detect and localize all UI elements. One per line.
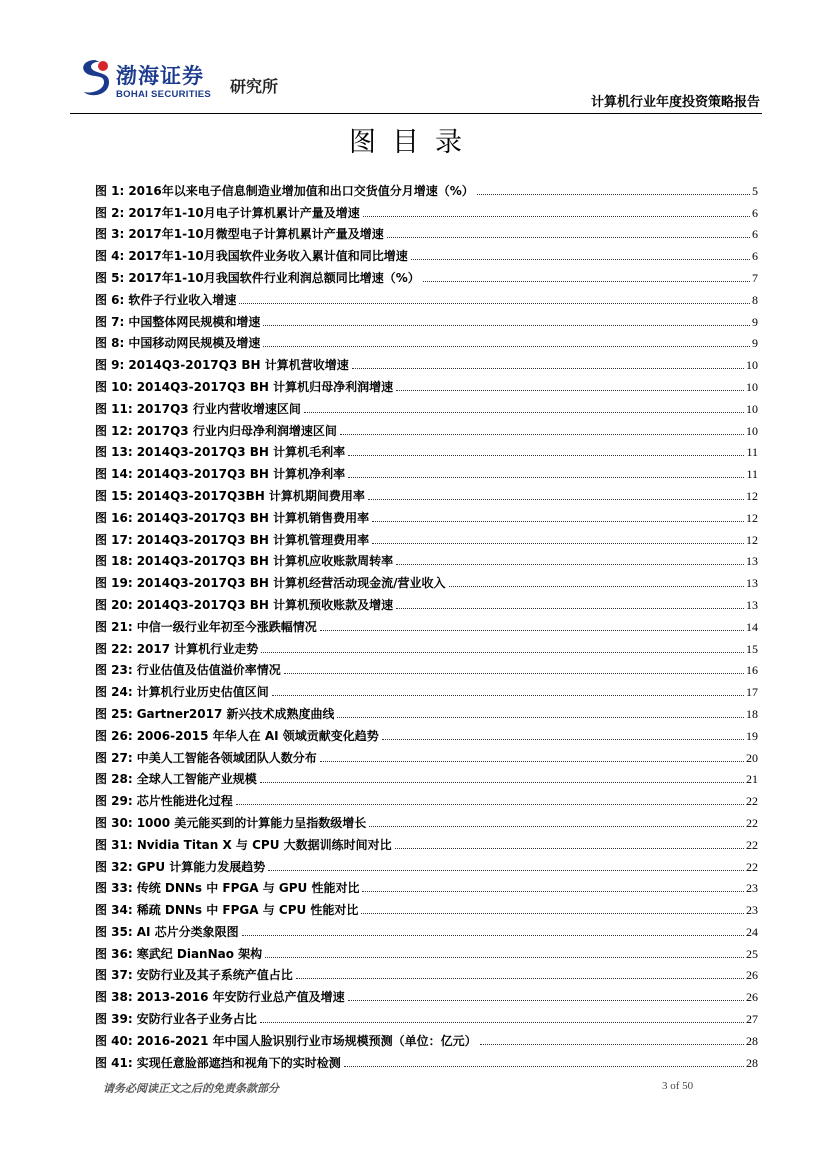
toc-dot-leader xyxy=(382,739,744,740)
toc-dot-leader xyxy=(263,346,750,347)
toc-dot-leader xyxy=(423,281,750,282)
toc-entry[interactable] xyxy=(95,285,758,307)
toc-entry-title: 2014Q3-2017Q3 BH 计算机净利率 xyxy=(136,467,346,482)
toc-entry[interactable] xyxy=(95,765,758,787)
toc-dot-leader xyxy=(396,608,744,609)
toc-dot-leader xyxy=(260,782,744,783)
toc-dot-leader xyxy=(340,434,744,435)
toc-entry-label: 图 29: xyxy=(95,794,133,809)
toc-dot-leader xyxy=(369,826,744,827)
toc-entry-label: 图 34: xyxy=(95,903,133,918)
toc-entry-page: 6 xyxy=(752,249,758,264)
toc-entry-page: 21 xyxy=(746,772,758,787)
toc-dot-leader xyxy=(239,303,750,304)
toc-entry-title: 2014Q3-2017Q3 BH 计算机管理费用率 xyxy=(136,532,370,547)
toc-dot-leader xyxy=(344,1066,744,1067)
header-divider xyxy=(70,113,762,114)
toc-entry-page: 9 xyxy=(752,314,758,329)
toc-entry-label: 图 1: xyxy=(95,183,125,198)
toc-entry[interactable] xyxy=(95,656,758,678)
toc-dot-leader xyxy=(348,1000,744,1001)
toc-entry-title: 芯片性能进化过程 xyxy=(136,794,233,809)
toc-entry-page: 8 xyxy=(752,292,758,307)
toc-entry-page: 11 xyxy=(746,467,758,482)
toc-entry-page: 22 xyxy=(746,815,758,830)
toc-entry-title: 2017年1-10月微型电子计算机累计产量及增速 xyxy=(128,227,384,242)
toc-entry-label: 图 32: xyxy=(95,859,133,874)
toc-dot-leader xyxy=(396,390,744,391)
toc-entry[interactable] xyxy=(95,677,758,699)
page-title: 图目录 xyxy=(349,127,478,158)
toc-entry-title: 2014Q3-2017Q3 BH 计算机销售费用率 xyxy=(136,510,370,525)
toc-entry-page: 12 xyxy=(746,488,758,503)
toc-entry-page: 13 xyxy=(746,554,758,569)
page-header xyxy=(70,58,770,114)
toc-entry-title: 计算机行业历史估值区间 xyxy=(136,685,269,700)
toc-entry-label: 图 30: xyxy=(95,815,133,830)
toc-entry-page: 22 xyxy=(746,794,758,809)
toc-entry-label: 图 13: xyxy=(95,445,133,460)
toc-entry-label: 图 16: xyxy=(95,510,133,525)
toc-entry-title: 安防行业及其子系统产值占比 xyxy=(136,968,293,983)
toc-entry-page: 16 xyxy=(746,663,758,678)
toc-entry-title: 全球人工智能产业规模 xyxy=(136,772,257,787)
toc-entry-page: 9 xyxy=(752,336,758,351)
toc-entry[interactable] xyxy=(95,350,758,372)
toc-entry-title: 中国整体网民规模和增速 xyxy=(128,314,261,329)
toc-entry-title: 实现任意脸部遮挡和视角下的实时检测 xyxy=(136,1055,341,1070)
toc-dot-leader xyxy=(320,630,744,631)
toc-entry-label: 图 12: xyxy=(95,423,133,438)
toc-entry-label: 图 14: xyxy=(95,467,133,482)
toc-dot-leader xyxy=(361,913,744,914)
logo-chinese-name: 渤海证券 xyxy=(116,64,204,88)
toc-entry-title: GPU 计算能力发展趋势 xyxy=(136,859,266,874)
toc-entry-label: 图 26: xyxy=(95,728,133,743)
bohai-logo-icon xyxy=(78,58,112,98)
toc-entry-title: 安防行业各子业务占比 xyxy=(136,1012,257,1027)
toc-entry-label: 图 9: xyxy=(95,358,125,373)
toc-entry-title: 2014Q3-2017Q3 BH 计算机毛利率 xyxy=(136,445,346,460)
toc-entry[interactable] xyxy=(95,786,758,808)
toc-entry-title: 2014Q3-2017Q3 BH 计算机应收账款周转率 xyxy=(136,554,394,569)
toc-entry-label: 图 37: xyxy=(95,968,133,983)
toc-dot-leader xyxy=(242,935,744,936)
toc-entry-label: 图 36: xyxy=(95,946,133,961)
toc-entry[interactable] xyxy=(95,590,758,612)
report-title: 计算机行业年度投资策略报告 xyxy=(590,95,760,110)
toc-entry-label: 图 35: xyxy=(95,924,133,939)
toc-entry[interactable] xyxy=(95,961,758,983)
toc-entry[interactable] xyxy=(95,547,758,569)
toc-entry[interactable] xyxy=(95,307,758,329)
toc-entry-page: 19 xyxy=(746,728,758,743)
toc-entry[interactable] xyxy=(95,459,758,481)
toc-entry-label: 图 17: xyxy=(95,532,133,547)
page-number: 3 of 50 xyxy=(662,1080,694,1092)
toc-dot-leader xyxy=(337,717,744,718)
toc-entry[interactable] xyxy=(95,438,758,460)
toc-entry-title: 中信一级行业年初至今涨跌幅情况 xyxy=(136,619,317,634)
toc-dot-leader xyxy=(265,957,744,958)
toc-entry[interactable] xyxy=(95,372,758,394)
toc-entry-label: 图 40: xyxy=(95,1033,133,1048)
toc-entry[interactable] xyxy=(95,612,758,634)
toc-entry-title: 2017年1-10月电子计算机累计产量及增速 xyxy=(128,205,360,220)
toc-entry-label: 图 3: xyxy=(95,227,125,242)
toc-dot-leader xyxy=(362,891,744,892)
toc-entry-page: 23 xyxy=(746,903,758,918)
toc-dot-leader xyxy=(236,804,744,805)
toc-dot-leader xyxy=(372,521,744,522)
toc-entry[interactable] xyxy=(95,568,758,590)
toc-entry[interactable] xyxy=(95,1026,758,1048)
toc-entry[interactable] xyxy=(95,830,758,852)
toc-entry-page: 25 xyxy=(746,946,758,961)
toc-entry-page: 17 xyxy=(746,685,758,700)
toc-entry-label: 图 33: xyxy=(95,881,133,896)
toc-entry-label: 图 11: xyxy=(95,401,133,416)
toc-entry-page: 13 xyxy=(746,597,758,612)
toc-entry[interactable] xyxy=(95,329,758,351)
toc-entry[interactable] xyxy=(95,198,758,220)
toc-entry-page: 13 xyxy=(746,576,758,591)
toc-entry-page: 10 xyxy=(746,401,758,416)
toc-entry-title: 传统 DNNs 中 FPGA 与 GPU 性能对比 xyxy=(136,881,360,896)
toc-entry-title: 软件子行业收入增速 xyxy=(128,292,237,307)
toc-entry-page: 5 xyxy=(752,183,758,198)
toc-entry-title: 2017 计算机行业走势 xyxy=(136,641,259,656)
toc-entry-label: 图 31: xyxy=(95,837,133,852)
toc-entry-title: 2006-2015 年华人在 AI 领域贡献变化趋势 xyxy=(136,728,379,743)
toc-entry-label: 图 15: xyxy=(95,488,133,503)
toc-entry-page: 10 xyxy=(746,358,758,373)
toc-entry-label: 图 25: xyxy=(95,706,133,721)
toc-entry-page: 10 xyxy=(746,423,758,438)
toc-entry-page: 23 xyxy=(746,881,758,896)
toc-dot-leader xyxy=(387,237,750,238)
toc-entry-label: 图 21: xyxy=(95,619,133,634)
toc-entry[interactable] xyxy=(95,874,758,896)
toc-dot-leader xyxy=(352,368,744,369)
toc-entry-title: AI 芯片分类象限图 xyxy=(136,924,239,939)
toc-entry-page: 22 xyxy=(746,837,758,852)
toc-dot-leader xyxy=(296,978,744,979)
toc-entry-page: 20 xyxy=(746,750,758,765)
toc-entry-page: 7 xyxy=(752,270,758,285)
toc-dot-leader xyxy=(363,216,750,217)
toc-entry[interactable] xyxy=(95,917,758,939)
toc-dot-leader xyxy=(320,761,744,762)
toc-entry-page: 14 xyxy=(746,619,758,634)
toc-entry-label: 图 18: xyxy=(95,554,133,569)
toc-entry[interactable] xyxy=(95,503,758,525)
toc-entry-page: 11 xyxy=(746,445,758,460)
toc-entry-title: Gartner2017 新兴技术成熟度曲线 xyxy=(136,706,335,721)
toc-dot-leader xyxy=(396,564,744,565)
toc-entry-label: 图 24: xyxy=(95,685,133,700)
toc-entry-title: 稀疏 DNNs 中 FPGA 与 CPU 性能对比 xyxy=(136,903,359,918)
toc-dot-leader xyxy=(304,412,744,413)
institute-label: 研究所 xyxy=(230,77,279,96)
toc-entry-page: 6 xyxy=(752,227,758,242)
toc-entry[interactable] xyxy=(95,939,758,961)
toc-entry[interactable] xyxy=(95,808,758,830)
toc-dot-leader xyxy=(411,259,750,260)
toc-entry-page: 15 xyxy=(746,641,758,656)
toc-entry-page: 26 xyxy=(746,990,758,1005)
toc-dot-leader xyxy=(449,586,745,587)
toc-entry[interactable] xyxy=(95,982,758,1004)
toc-entry-page: 28 xyxy=(746,1033,758,1048)
toc-entry[interactable] xyxy=(95,699,758,721)
toc-entry[interactable] xyxy=(95,176,758,198)
toc-entry[interactable] xyxy=(95,481,758,503)
toc-entry[interactable] xyxy=(95,394,758,416)
toc-entry-title: 寒武纪 DianNao 架构 xyxy=(136,946,263,961)
toc-entry-label: 图 22: xyxy=(95,641,133,656)
toc-dot-leader xyxy=(261,652,744,653)
toc-entry-page: 10 xyxy=(746,379,758,394)
toc-entry-page: 22 xyxy=(746,859,758,874)
toc-entry[interactable] xyxy=(95,895,758,917)
toc-entry-title: 1000 美元能买到的计算能力呈指数级增长 xyxy=(136,815,367,830)
toc-dot-leader xyxy=(263,325,750,326)
toc-entry-label: 图 10: xyxy=(95,379,133,394)
toc-entry-label: 图 38: xyxy=(95,990,133,1005)
disclaimer-note: 请务必阅读正文之后的免责条款部分 xyxy=(103,1082,279,1095)
toc-entry-title: 2014Q3-2017Q3 BH 计算机归母净利润增速 xyxy=(136,379,394,394)
toc-entry-page: 24 xyxy=(746,924,758,939)
toc-dot-leader xyxy=(268,870,744,871)
toc-entry-title: 2014Q3-2017Q3 BH 计算机经营活动现金流/营业收入 xyxy=(136,576,446,591)
toc-entry-label: 图 27: xyxy=(95,750,133,765)
figure-list xyxy=(95,176,758,1070)
toc-entry-label: 图 23: xyxy=(95,663,133,678)
toc-entry[interactable] xyxy=(95,721,758,743)
toc-entry-page: 27 xyxy=(746,1012,758,1027)
toc-dot-leader xyxy=(477,194,750,195)
toc-entry[interactable] xyxy=(95,416,758,438)
toc-dot-leader xyxy=(348,455,744,456)
toc-entry-title: Nvidia Titan X 与 CPU 大数据训练时间对比 xyxy=(136,837,392,852)
toc-entry-label: 图 41: xyxy=(95,1055,133,1070)
toc-dot-leader xyxy=(368,499,744,500)
toc-entry-label: 图 20: xyxy=(95,597,133,612)
toc-dot-leader xyxy=(272,695,744,696)
toc-entry-title: 行业估值及估值溢价率情况 xyxy=(136,663,281,678)
toc-entry[interactable] xyxy=(95,220,758,242)
toc-dot-leader xyxy=(260,1022,744,1023)
toc-entry-label: 图 8: xyxy=(95,336,125,351)
toc-entry[interactable] xyxy=(95,634,758,656)
toc-entry-label: 图 39: xyxy=(95,1012,133,1027)
toc-entry-label: 图 7: xyxy=(95,314,125,329)
logo-english-name: BOHAI SECURITIES xyxy=(116,89,212,100)
toc-entry-page: 6 xyxy=(752,205,758,220)
toc-entry-title: 2017年1-10月我国软件行业利润总额同比增速（%） xyxy=(128,270,420,285)
toc-entry-title: 2016-2021 年中国人脸识别行业市场规模预测（单位：亿元） xyxy=(136,1033,477,1048)
toc-entry[interactable] xyxy=(95,852,758,874)
toc-entry-title: 2014Q3-2017Q3BH 计算机期间费用率 xyxy=(136,488,365,503)
toc-entry-page: 12 xyxy=(746,510,758,525)
toc-entry-page: 18 xyxy=(746,706,758,721)
toc-entry-title: 2014Q3-2017Q3 BH 计算机营收增速 xyxy=(128,358,349,373)
toc-entry-title: 2016年以来电子信息制造业增加值和出口交货值分月增速（%） xyxy=(128,183,474,198)
toc-entry-label: 图 4: xyxy=(95,249,125,264)
toc-dot-leader xyxy=(372,543,744,544)
toc-entry-label: 图 2: xyxy=(95,205,125,220)
toc-entry-page: 12 xyxy=(746,532,758,547)
toc-entry[interactable] xyxy=(95,525,758,547)
toc-entry-label: 图 5: xyxy=(95,270,125,285)
toc-entry-title: 中美人工智能各领域团队人数分布 xyxy=(136,750,317,765)
toc-entry-label: 图 19: xyxy=(95,576,133,591)
toc-dot-leader xyxy=(395,848,744,849)
toc-entry-title: 2017Q3 行业内营收增速区间 xyxy=(136,401,301,416)
toc-entry[interactable] xyxy=(95,743,758,765)
toc-entry-page: 28 xyxy=(746,1055,758,1070)
toc-entry-label: 图 6: xyxy=(95,292,125,307)
toc-entry[interactable] xyxy=(95,263,758,285)
toc-entry-label: 图 28: xyxy=(95,772,133,787)
toc-entry-title: 2014Q3-2017Q3 BH 计算机预收账款及增速 xyxy=(136,597,394,612)
toc-entry-title: 2017Q3 行业内归母净利润增速区间 xyxy=(136,423,337,438)
toc-entry-title: 2013-2016 年安防行业总产值及增速 xyxy=(136,990,345,1005)
toc-entry[interactable] xyxy=(95,1004,758,1026)
toc-dot-leader xyxy=(348,477,744,478)
toc-entry-title: 中国移动网民规模及增速 xyxy=(128,336,261,351)
toc-entry-title: 2017年1-10月我国软件业务收入累计值和同比增速 xyxy=(128,249,408,264)
toc-dot-leader xyxy=(480,1044,744,1045)
toc-entry-page: 26 xyxy=(746,968,758,983)
toc-entry[interactable] xyxy=(95,241,758,263)
toc-entry[interactable] xyxy=(95,1048,758,1070)
toc-dot-leader xyxy=(284,673,744,674)
